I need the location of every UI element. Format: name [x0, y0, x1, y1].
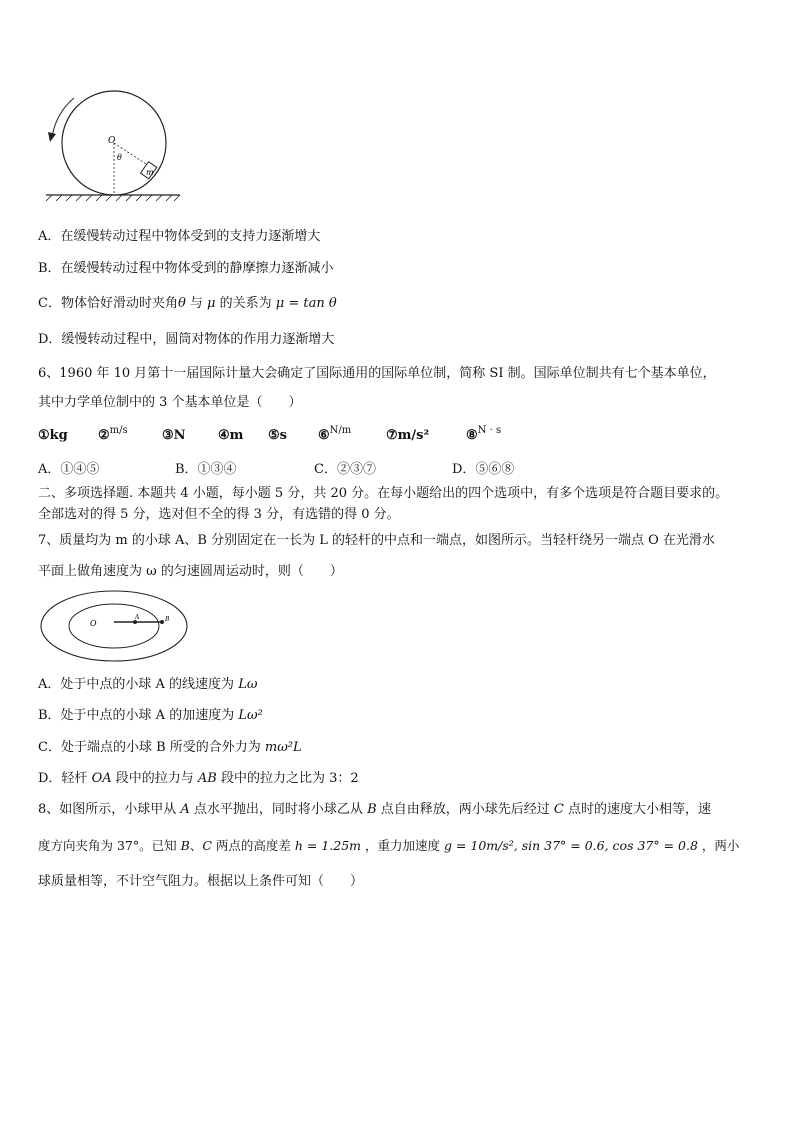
q6-choice-b: B．①③④: [175, 462, 237, 477]
cylinder-figure: [38, 90, 188, 202]
q6-choice-c: C．②③⑦: [314, 462, 376, 477]
point-c: C: [553, 802, 564, 817]
unit-6-num: ⑥: [318, 428, 330, 443]
height-formula: h = 1.25m: [294, 838, 361, 853]
ball-b-label: B: [165, 616, 170, 623]
ball-a-label: A: [135, 614, 140, 621]
q8-stem-line3: 球质量相等，不计空气阻力。根据以上条件可知（ ）: [38, 874, 364, 889]
q8-l2-a: 度方向夹角为 37°。已知: [38, 838, 181, 853]
q6-stem-line2: 其中力学单位制中的 3 个基本单位是（ ）: [38, 395, 302, 410]
point-b-2: B: [180, 838, 190, 853]
q5-option-c-mid2: 的关系为: [215, 296, 276, 311]
section2-instructions-line1: 二、多项选择题. 本题共 4 小题，每小题 5 分，共 20 分。在每小题给出的四个选项中，有多个选项是符合题目要求的。: [38, 486, 729, 501]
q8-stem-line2: [38, 837, 739, 855]
q7-option-b-text: B．处于中点的小球 A 的加速度为: [38, 708, 239, 723]
q8-l1-d: 点时的速度大小相等，速: [563, 802, 711, 817]
unit-8-sup: N · s: [477, 425, 502, 436]
q5-option-d: D．缓慢转动过程中，圆筒对物体的作用力逐渐增大: [38, 332, 335, 347]
q5-option-c-mid1: 与: [185, 296, 208, 311]
q7-option-b: [38, 707, 263, 725]
q7-option-d-mid: 段中的拉力与: [111, 771, 198, 786]
q6-choice-d: D．⑤⑥⑧: [452, 462, 515, 477]
q7-stem-line2: 平面上做角速度为 ω 的匀速圆周运动时，则（ ）: [38, 564, 343, 579]
unit-2-sup: m/s: [109, 425, 128, 436]
q7-option-a-formula: Lω: [238, 677, 258, 692]
q5-option-c-prefix: C．物体恰好滑动时夹角: [38, 296, 178, 311]
center-label: O: [108, 136, 116, 146]
q8-l2-sep: 、: [189, 838, 203, 853]
q5-option-b: B．在缓慢转动过程中物体受到的静摩擦力逐渐减小: [38, 261, 334, 276]
q8-l1-b: 点水平抛出，同时将小球乙从: [189, 802, 368, 817]
q6-choice-a: A．①④⑤: [38, 462, 100, 477]
q8-l1-a: 8、如图所示，小球甲从: [38, 802, 181, 817]
unit-4: ④m: [218, 428, 244, 443]
friction-formula: μ = tan θ: [275, 296, 337, 311]
q7-option-d-prefix: D．轻杆: [38, 771, 92, 786]
gravity-formula: g = 10m/s², sin 37° = 0.6, cos 37° = 0.8: [443, 838, 698, 853]
unit-5: ⑤s: [268, 428, 287, 443]
unit-6-sup: N/m: [329, 425, 352, 436]
q8-l1-c: 点自由释放，两小球先后经过: [376, 802, 554, 817]
unit-2-num: ②: [98, 428, 110, 443]
q6-unit-list: [38, 425, 758, 448]
point-b: B: [367, 802, 377, 817]
rotation-figure: [38, 590, 190, 670]
q8-stem-line1: [38, 801, 711, 819]
unit-8: [466, 425, 502, 443]
point-c-2: C: [202, 838, 212, 853]
q7-option-d-suffix: 段中的拉力之比为 3：2: [216, 771, 359, 786]
q7-option-a-text: A．处于中点的小球 A 的线速度为: [38, 677, 239, 692]
q7-option-c-formula: mω²L: [264, 740, 302, 755]
q8-l2-c: ，重力加速度: [361, 838, 444, 853]
unit-1: ①kg: [38, 428, 68, 443]
theta-symbol: θ: [177, 296, 186, 311]
unit-7: ⑦m/s²: [386, 428, 430, 443]
q5-option-a: A．在缓慢转动过程中物体受到的支持力逐渐增大: [38, 229, 321, 244]
segment-ab: AB: [197, 771, 217, 786]
segment-oa: OA: [91, 771, 112, 786]
q7-option-a: [38, 676, 257, 694]
mass-label: m: [146, 168, 154, 177]
unit-6: [318, 425, 352, 443]
section2-instructions-line2: 全部选对的得 5 分，选对但不全的得 3 分，有选错的得 0 分。: [38, 507, 400, 522]
q5-option-c: [38, 295, 337, 313]
q7-option-b-formula: Lω²: [238, 708, 263, 723]
q7-option-d: [38, 770, 359, 788]
q7-option-c: [38, 739, 302, 757]
unit-8-num: ⑧: [466, 428, 478, 443]
mu-symbol: μ: [207, 296, 216, 311]
unit-2: [98, 425, 128, 443]
q6-choices: [38, 458, 758, 478]
q7-option-c-text: C．处于端点的小球 B 所受的合外力为: [38, 740, 265, 755]
q8-l2-d: ，两小: [697, 838, 740, 853]
q8-l2-b: 两点的高度差: [211, 838, 295, 853]
angle-label: θ: [117, 153, 122, 162]
point-a: A: [180, 802, 190, 817]
pivot-label: O: [90, 619, 97, 628]
q6-stem-line1: 6、1960 年 10 月第十一届国际计量大会确定了国际通用的国际单位制，简称 SI 制。国际单位制共有七个基本单位，: [38, 366, 716, 381]
q7-stem-line1: 7、质量均为 m 的小球 A、B 分别固定在一长为 L 的轻杆的中点和一端点，如图所示。当轻杆绕另一端点 O 在光滑水: [38, 533, 715, 548]
unit-3: ③N: [162, 428, 186, 443]
